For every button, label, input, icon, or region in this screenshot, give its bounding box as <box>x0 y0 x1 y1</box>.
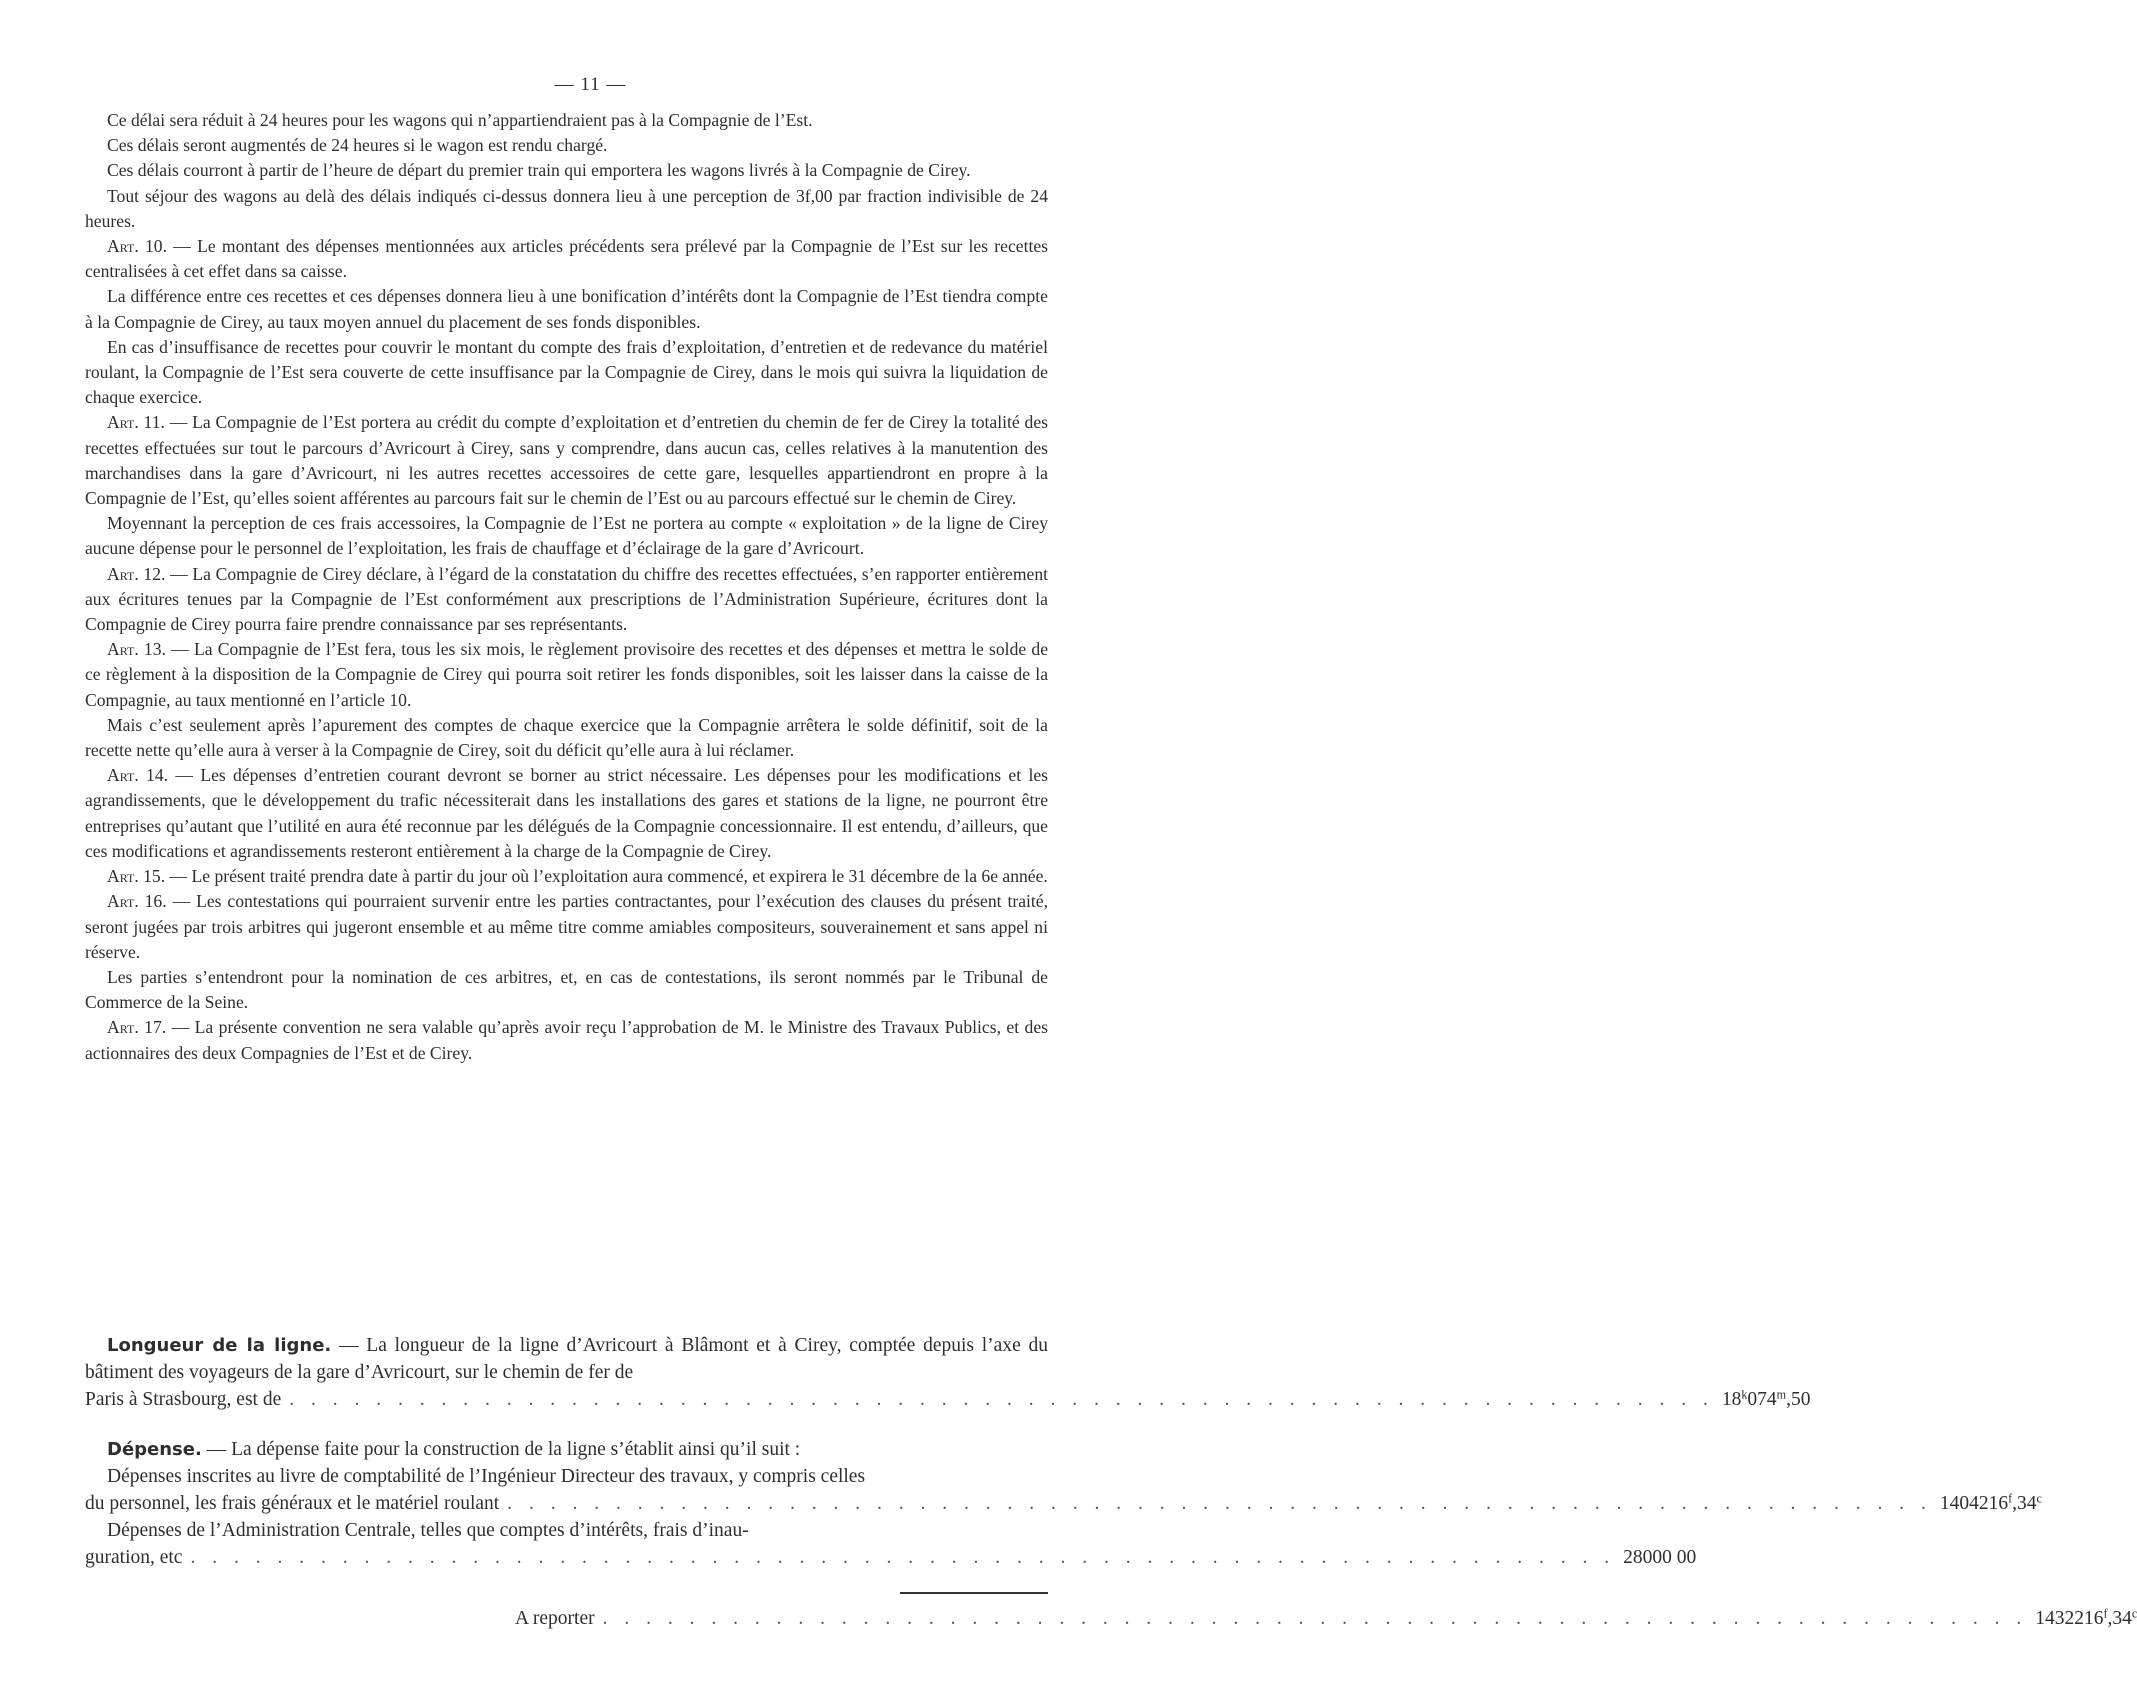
cost-item-1-amount: 1404216$^f$,34$^c$ <box>1939 1491 2042 1514</box>
cost-item-1-text: Dépenses inscrites au livre de comptabilité de l’Ingénieur Directeur des travaux, y compris celles <box>107 1466 866 1487</box>
total-rule <box>900 1592 1048 1594</box>
article-17: Art. 17. — La présente convention ne sera valable qu’après avoir reçu l’approbation de M. le Ministre des Travaux Publics, et des actionnaires des deux Compagnies de l’Est et de Cirey. <box>85 1017 1049 1063</box>
article-12: Art. 12. — La Compagnie de Cirey déclare, à l’égard de la constatation du chiffre des recettes effectuées, s’en rapporter entièrement aux écritures tenues par la Compagnie de l’Est conformément aux prescriptions de l’Administration Supérieure, écritures dont la Compagnie de Cirey pourra faire prendre connaissance par ses représentants. <box>85 563 1048 635</box>
paragraph: Ces délais courront à partir de l’heure de départ du premier train qui emportera les wagons livrés à la Compagnie de Cirey. <box>107 160 971 181</box>
unit-superscript: f <box>2008 1491 2013 1506</box>
leader-dots: . . . . . . . . . . . . . . . . . . . . . . . . . . . . . . . . . . . . . . . . . . . . . . . . . . . . . . . . . . . . . . . . . . <box>289 1389 1714 1410</box>
leader-dots: . . . . . . . . . . . . . . . . . . . . . . . . . . . . . . . . . . . . . . . . . . . . . . . . . . . . . . . . . . . . . . . . . . <box>190 1547 1616 1568</box>
carry-forward-line <box>515 1605 2137 1632</box>
paragraph: Mais c’est seulement après l’apurement des comptes de chaque exercice que la Compagnie arrêtera le solde définitif, soit de la recette nette qu’elle aura à verser à la Compagnie de Cirey, soit du déficit qu’elle aura à lui réclamer. <box>85 714 1048 761</box>
unit-superscript: k <box>1741 1387 1748 1402</box>
cost-item-1: du personnel, les frais généraux et le matériel roulant . . . . . . . . . . . . . . . . . . . . . . . . . . . . . . . . . . . . . . . . . . . . . . . . . . . . . . . . . . . . . . . . . . 1404216$^f$,34$^c$ <box>85 1490 1048 1517</box>
carry-forward-label: A reporter <box>515 1608 595 1629</box>
paragraph: Les parties s’entendront pour la nomination de ces arbitres, et, en cas de contestations, ils seront nommés par le Tribunal de Commerce de la Seine. <box>85 966 1048 1013</box>
cost-item-2-amount: 28000 00 <box>1623 1547 1697 1568</box>
article-label: Art. 11. <box>107 412 165 433</box>
article-10: Art. 10. — Le montant des dépenses mentionnées aux articles précédents sera prélevé par la Compagnie de l’Est sur les recettes centralisées à cet effet dans sa caisse. <box>85 236 1048 282</box>
paragraph: La différence entre ces recettes et ces dépenses donnera lieu à une bonification d’intérêts dont la Compagnie de l’Est tiendra compte à la Compagnie de Cirey, au taux moyen annuel du placement de ses fonds disponibles. <box>85 286 1048 332</box>
unit-superscript: c <box>2131 1606 2137 1621</box>
paragraph: Tout séjour des wagons au delà des délais indiqués ci-dessus donnera lieu à une perception de 3f,00 par fraction indivisible de 24 heures. <box>85 185 1048 231</box>
carry-forward-amount: 1432216$^f$,34$^c$ <box>2035 1606 2137 1629</box>
article-16: Art. 16. — Les contestations qui pourraient survenir entre les parties contractantes, pour l’exécution des clauses du présent traité, seront jugées par trois arbitres qui jugeront ensemble et au même titre comme amiables compositeurs, souverainement et sans appel ni réserve. <box>85 891 1048 962</box>
article-11: Art. 11. — La Compagnie de l’Est portera au crédit du compte d’exploitation et d’entretien du chemin de fer de Cirey la totalité des recettes effectuées sur tout le parcours d’Avricourt à Cirey, sans y comprendre, dans aucun cas, celles relatives à la manutention des marchandises dans la gare d’Avricourt, ni les autres recettes accessoires de cette gare, lesquelles appartiendront en propre à la Compagnie de l’Est, qu’elles soient afférentes au parcours fait sur le chemin de l’Est ou au parcours effectué sur le chemin de Cirey. <box>85 412 1048 509</box>
article-label: Art. 13. <box>107 639 166 660</box>
line-length-value: 18$^k$074$^m$,50 <box>1721 1387 1811 1410</box>
leader-dots: . . . . . . . . . . . . . . . . . . . . . . . . . . . . . . . . . . . . . . . . . . . . . . . . . . . . . . . . . . . . . . . . . . <box>507 1493 1932 1514</box>
paragraph: Ce délai sera réduit à 24 heures pour les wagons qui n’appartiendraient pas à la Compagnie de l’Est. <box>107 110 813 130</box>
unit-superscript: f <box>2103 1606 2108 1621</box>
article-label: Art. 14. <box>107 765 169 786</box>
article-label: Art. 15. <box>107 866 166 887</box>
cost-intro: Dépense. — La dépense faite pour la construction de la ligne s’établit ainsi qu’il suit : <box>107 1439 801 1460</box>
article-label: Art. 10. <box>107 236 167 257</box>
line-length-total: Paris à Strasbourg, est de . . . . . . . . . . . . . . . . . . . . . . . . . . . . . . . . . . . . . . . . . . . . . . . . . . . . . . . . . . . . . . . . . . 18$^k$074$^m$,50 <box>85 1386 1048 1413</box>
line-length-paragraph: Longueur de la ligne. — La longueur de la ligne d’Avricourt à Blâmont et à Cirey, comptée depuis l’axe du bâtiment des voyageurs de la gare d’Avricourt, sur le chemin de fer de <box>85 1335 1049 1383</box>
paragraph: En cas d’insuffisance de recettes pour couvrir le montant du compte des frais d’exploitation, d’entretien et de redevance du matériel roulant, la Compagnie de l’Est sera couverte de cette insuffisance par la Compagnie de Cirey, dans le mois qui suivra la liquidation de chaque exercice. <box>85 336 1048 408</box>
article-label: Art. 16. <box>107 891 167 912</box>
unit-superscript: m <box>1776 1387 1787 1402</box>
article-text-block <box>85 108 1048 1066</box>
unit-superscript: c <box>2036 1491 2042 1506</box>
article-label: Art. 17. <box>107 1017 167 1038</box>
paragraph: Ces délais seront augmentés de 24 heures si le wagon est rendu chargé. <box>107 135 608 156</box>
article-13: Art. 13. — La Compagnie de l’Est fera, tous les six mois, le règlement provisoire des recettes et des dépenses et mettra le solde de ce règlement à la disposition de la Compagnie de Cirey qui pourra soit retirer les fonds disponibles, soit les laisser dans la caisse de la Compagnie, au taux mentionné en l’article 10. <box>85 639 1049 710</box>
cost-item-2-text: Dépenses de l’Administration Centrale, telles que comptes d’intérêts, frais d’inau- <box>107 1520 749 1541</box>
cost-item-2: guration, etc . . . . . . . . . . . . . . . . . . . . . . . . . . . . . . . . . . . . . . . . . . . . . . . . . . . . . . . . . . . . . . . . . . 28000 00 <box>85 1544 1048 1571</box>
page-number: — 11 — <box>554 74 627 95</box>
section-heading: Longueur de la ligne. <box>107 1335 332 1356</box>
leader-dots: . . . . . . . . . . . . . . . . . . . . . . . . . . . . . . . . . . . . . . . . . . . . . . . . . . . . . . . . . . . . . . . . . . <box>602 1608 2028 1629</box>
line-length-section <box>85 1332 1811 1413</box>
article-label: Art. 12. <box>107 563 166 584</box>
article-15: Art. 15. — Le présent traité prendra date à partir du jour où l’exploitation aura commencé, et expirera le 31 décembre de la 6e année. <box>107 866 1048 887</box>
section-heading: Dépense. <box>107 1439 202 1460</box>
paragraph: Moyennant la perception de ces frais accessoires, la Compagnie de l’Est ne portera au compte « exploitation » de la ligne de Cirey aucune dépense pour le personnel de l’exploitation, les frais de chauffage et d’éclairage de la gare d’Avricourt. <box>85 513 1048 559</box>
article-14: Art. 14. — Les dépenses d’entretien courant devront se borner au strict nécessaire. Les dépenses pour les modifications et les agrandissements, que le développement du trafic nécessiterait dans les installations des gares et stations de la ligne, ne pourront être entreprises qu’autant que l’utilité en aura été reconnue par les délégués de la Compagnie concessionnaire. Il est entendu, d’ailleurs, que ces modifications et agrandissements resteront entièrement à la charge de la Compagnie de Cirey. <box>85 765 1049 861</box>
cost-section <box>85 1436 2042 1571</box>
